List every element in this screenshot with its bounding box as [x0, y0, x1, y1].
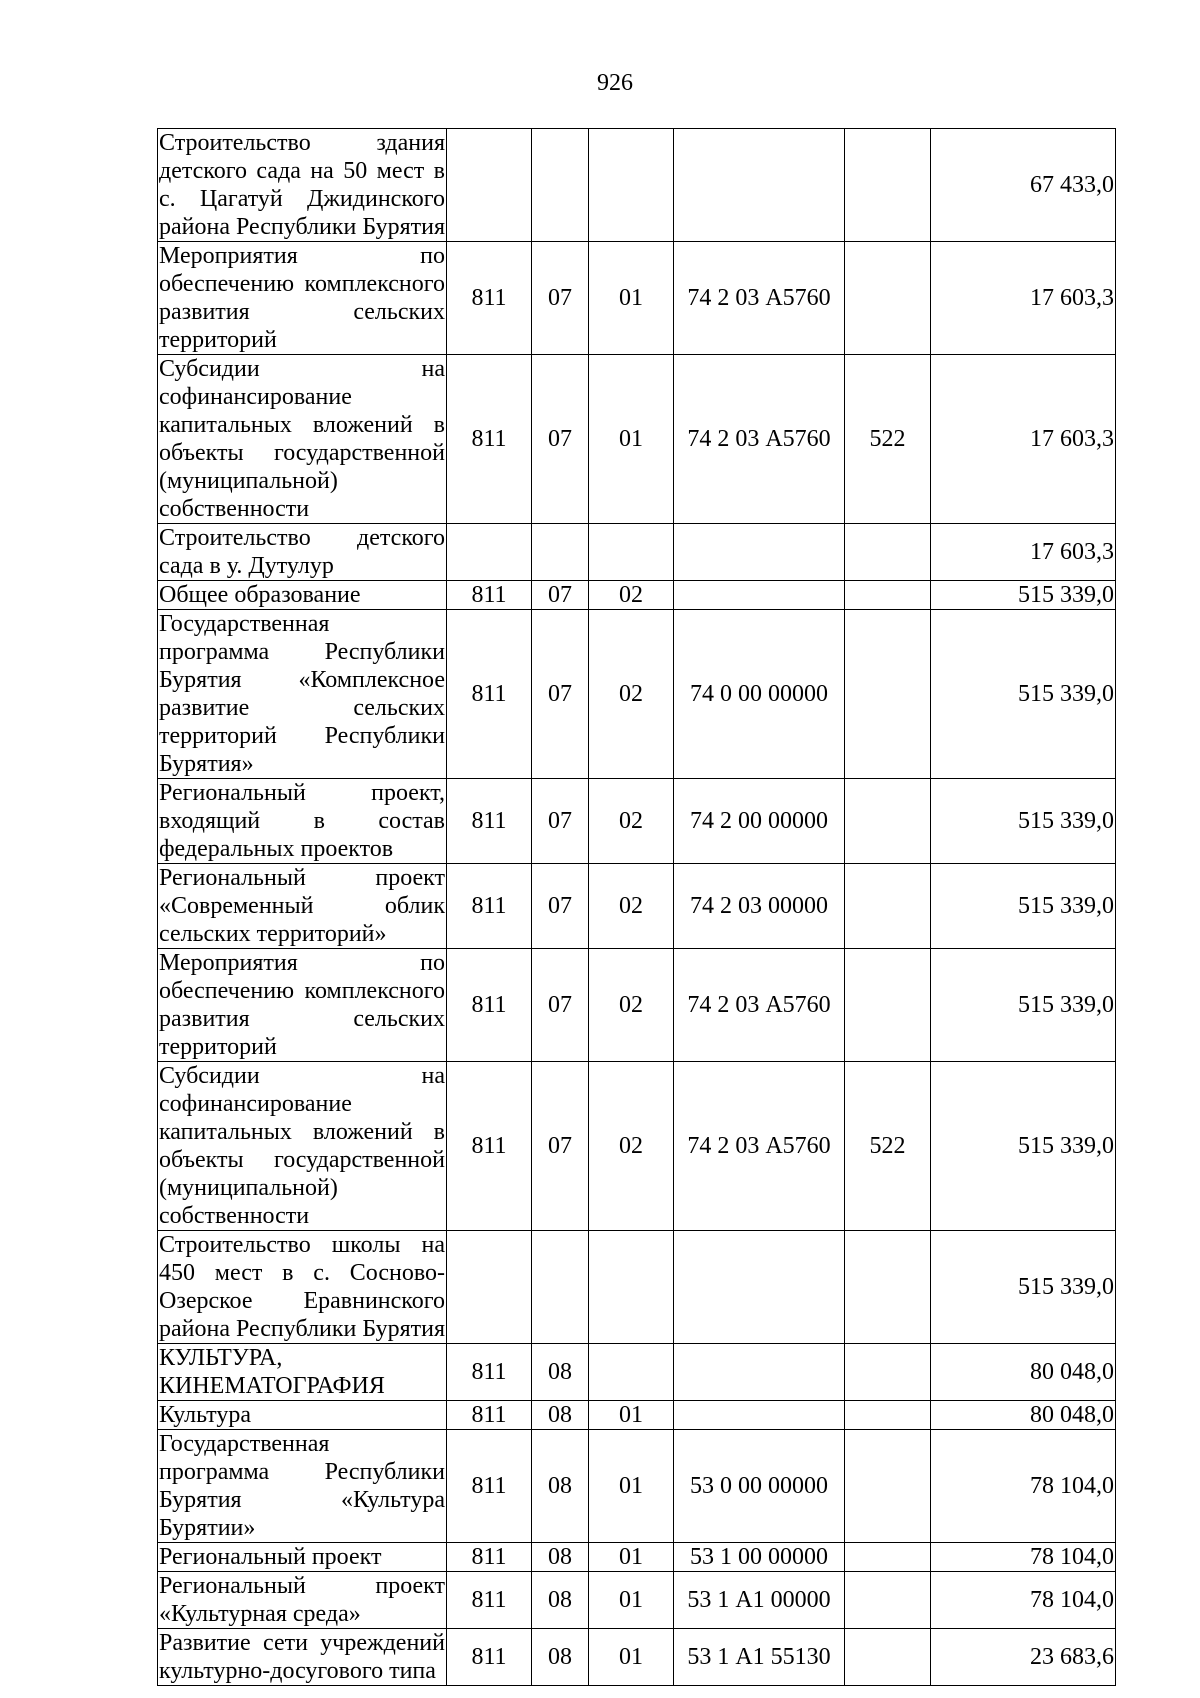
- table-row: [158, 1231, 1116, 1344]
- section-code: [532, 129, 589, 242]
- page-number: 926: [597, 70, 633, 96]
- row-name: Субсидии на софинансирование капитальных вложений в объекты государственной (муниципальной) собственности: [159, 356, 445, 522]
- table-row: [158, 1062, 1116, 1231]
- amount: 78 104,0: [931, 1572, 1116, 1629]
- ved-code: 811: [447, 1062, 532, 1231]
- table-row: [158, 242, 1116, 355]
- expense-type-code: [845, 129, 931, 242]
- ved-code: 811: [447, 1629, 532, 1686]
- ved-code: 811: [447, 864, 532, 949]
- section-code: 08: [532, 1572, 589, 1629]
- table-row: [158, 1401, 1116, 1430]
- expense-type-code: [845, 864, 931, 949]
- expense-type-code: [845, 242, 931, 355]
- target-article-code: 53 1 А1 00000: [674, 1572, 845, 1629]
- ved-code: 811: [447, 779, 532, 864]
- budget-table: [157, 128, 1116, 1686]
- amount: 515 339,0: [931, 1231, 1116, 1344]
- expense-type-code: 522: [845, 355, 931, 524]
- subsection-code: 02: [589, 610, 674, 779]
- section-code: 08: [532, 1629, 589, 1686]
- expense-type-code: [845, 1543, 931, 1572]
- target-article-code: [674, 581, 845, 610]
- section-code: 07: [532, 949, 589, 1062]
- ved-code: [447, 1231, 532, 1344]
- ved-code: 811: [447, 1430, 532, 1543]
- target-article-code: [674, 1231, 845, 1344]
- subsection-code: 01: [589, 1572, 674, 1629]
- target-article-code: 74 2 00 00000: [674, 779, 845, 864]
- subsection-code: [589, 1344, 674, 1401]
- amount: 78 104,0: [931, 1430, 1116, 1543]
- amount: 515 339,0: [931, 610, 1116, 779]
- table-row: [158, 355, 1116, 524]
- subsection-code: 01: [589, 1430, 674, 1543]
- table-row: [158, 864, 1116, 949]
- subsection-code: 02: [589, 779, 674, 864]
- amount: 515 339,0: [931, 779, 1116, 864]
- expense-type-code: [845, 949, 931, 1062]
- subsection-code: 01: [589, 355, 674, 524]
- section-code: 07: [532, 581, 589, 610]
- amount: 80 048,0: [931, 1344, 1116, 1401]
- subsection-code: 01: [589, 1543, 674, 1572]
- section-code: 07: [532, 779, 589, 864]
- section-code: 08: [532, 1344, 589, 1401]
- amount: 515 339,0: [931, 949, 1116, 1062]
- expense-type-code: [845, 1572, 931, 1629]
- table-row: [158, 1344, 1116, 1401]
- section-code: 08: [532, 1401, 589, 1430]
- table-row: [158, 581, 1116, 610]
- row-name: Общее образование: [158, 581, 447, 610]
- ved-code: 811: [447, 242, 532, 355]
- ved-code: 811: [447, 949, 532, 1062]
- section-code: 07: [532, 355, 589, 524]
- table-row: [158, 949, 1116, 1062]
- table-row: [158, 1629, 1116, 1686]
- target-article-code: 74 2 03 А5760: [674, 355, 845, 524]
- row-name: Строительство детского сада в у. Дутулур: [159, 525, 445, 579]
- row-name: Региональный проект: [158, 1543, 447, 1572]
- section-code: 07: [532, 864, 589, 949]
- expense-type-code: 522: [845, 1062, 931, 1231]
- table-row: [158, 1572, 1116, 1629]
- ved-code: [447, 524, 532, 581]
- row-name: Региональный проект, входящий в состав федеральных проектов: [159, 780, 445, 862]
- amount: 80 048,0: [931, 1401, 1116, 1430]
- row-name: Строительство здания детского сада на 50 мест в с. Цагатуй Джидинского района Республики Бурятия: [159, 130, 445, 240]
- target-article-code: 74 2 03 00000: [674, 864, 845, 949]
- amount: 67 433,0: [931, 129, 1116, 242]
- expense-type-code: [845, 1629, 931, 1686]
- row-name: КУЛЬТУРА, КИНЕМАТОГРАФИЯ: [158, 1344, 447, 1401]
- target-article-code: 53 1 00 00000: [674, 1543, 845, 1572]
- target-article-code: 74 2 03 А5760: [674, 1062, 845, 1231]
- expense-type-code: [845, 581, 931, 610]
- ved-code: 811: [447, 1572, 532, 1629]
- expense-type-code: [845, 524, 931, 581]
- expense-type-code: [845, 1430, 931, 1543]
- subsection-code: 01: [589, 1401, 674, 1430]
- target-article-code: [674, 524, 845, 581]
- subsection-code: [589, 524, 674, 581]
- expense-type-code: [845, 779, 931, 864]
- expense-type-code: [845, 1401, 931, 1430]
- amount: 17 603,3: [931, 524, 1116, 581]
- amount: 515 339,0: [931, 1062, 1116, 1231]
- table-row: [158, 779, 1116, 864]
- subsection-code: [589, 129, 674, 242]
- ved-code: 811: [447, 355, 532, 524]
- target-article-code: [674, 1344, 845, 1401]
- row-name: Региональный проект «Современный облик сельских территорий»: [159, 865, 445, 947]
- target-article-code: 53 1 А1 55130: [674, 1629, 845, 1686]
- ved-code: 811: [447, 1543, 532, 1572]
- ved-code: 811: [447, 1344, 532, 1401]
- subsection-code: 01: [589, 1629, 674, 1686]
- ved-code: 811: [447, 1401, 532, 1430]
- target-article-code: 74 0 00 00000: [674, 610, 845, 779]
- expense-type-code: [845, 1344, 931, 1401]
- section-code: 07: [532, 242, 589, 355]
- table-row: [158, 1543, 1116, 1572]
- row-name: Региональный проект «Культурная среда»: [159, 1573, 445, 1627]
- subsection-code: 02: [589, 949, 674, 1062]
- table-row: [158, 610, 1116, 779]
- row-name: Государственная программа Республики Бурятия «Культура Бурятии»: [159, 1431, 445, 1541]
- section-code: [532, 524, 589, 581]
- subsection-code: 02: [589, 1062, 674, 1231]
- amount: 515 339,0: [931, 581, 1116, 610]
- section-code: 08: [532, 1543, 589, 1572]
- row-name: Мероприятия по обеспечению комплексного развития сельских территорий: [159, 950, 445, 1060]
- section-code: 07: [532, 1062, 589, 1231]
- row-name: Мероприятия по обеспечению комплексного развития сельских территорий: [159, 243, 445, 353]
- subsection-code: 01: [589, 242, 674, 355]
- target-article-code: [674, 129, 845, 242]
- ved-code: 811: [447, 581, 532, 610]
- amount: 23 683,6: [931, 1629, 1116, 1686]
- expense-type-code: [845, 610, 931, 779]
- subsection-code: 02: [589, 581, 674, 610]
- row-name: Строительство школы на 450 мест в с. Сосново-Озерское Еравнинского района Республики Бурятия: [159, 1232, 445, 1342]
- target-article-code: 74 2 03 А5760: [674, 242, 845, 355]
- ved-code: 811: [447, 610, 532, 779]
- amount: 17 603,3: [931, 242, 1116, 355]
- subsection-code: 02: [589, 864, 674, 949]
- section-code: 08: [532, 1430, 589, 1543]
- subsection-code: [589, 1231, 674, 1344]
- section-code: [532, 1231, 589, 1344]
- table-row: [158, 524, 1116, 581]
- ved-code: [447, 129, 532, 242]
- row-name: Государственная программа Республики Бурятия «Комплексное развитие сельских территорий Республики Бурятия»: [159, 611, 445, 777]
- expense-type-code: [845, 1231, 931, 1344]
- row-name: Субсидии на софинансирование капитальных вложений в объекты государственной (муниципальной) собственности: [159, 1063, 445, 1229]
- table-row: [158, 129, 1116, 242]
- row-name: Культура: [158, 1401, 447, 1430]
- target-article-code: 53 0 00 00000: [674, 1430, 845, 1543]
- amount: 78 104,0: [931, 1543, 1116, 1572]
- target-article-code: 74 2 03 А5760: [674, 949, 845, 1062]
- row-name: Развитие сети учреждений культурно-досугового типа: [159, 1630, 445, 1684]
- amount: 17 603,3: [931, 355, 1116, 524]
- table-row: [158, 1430, 1116, 1543]
- target-article-code: [674, 1401, 845, 1430]
- section-code: 07: [532, 610, 589, 779]
- amount: 515 339,0: [931, 864, 1116, 949]
